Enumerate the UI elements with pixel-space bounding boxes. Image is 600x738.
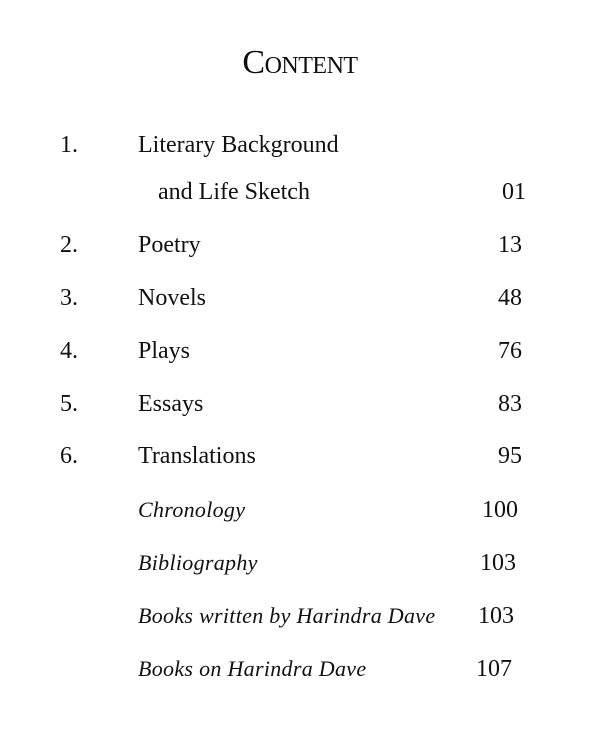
appendix-title: Books written by Harindra Dave (138, 603, 436, 628)
entry-title: Plays (138, 338, 191, 364)
appendix-page: 100 (482, 497, 518, 523)
entry-page: 76 (498, 338, 522, 364)
entry-number: 1. (60, 132, 78, 158)
entry-page: 83 (498, 391, 522, 417)
toc-entry-6 (0, 441, 600, 471)
entry-page: 95 (498, 443, 522, 469)
toc-appendix-books-on (0, 654, 600, 684)
entry-title: Poetry (138, 232, 201, 258)
entry-number: 2. (60, 232, 78, 258)
toc-appendix-chronology (0, 495, 600, 525)
entry-page: 48 (498, 285, 522, 311)
appendix-page: 103 (480, 550, 516, 576)
appendix-title: Chronology (138, 497, 246, 522)
toc-appendix-bibliography (0, 548, 600, 578)
entry-title: Literary Background (138, 132, 339, 158)
entry-title-continued: and Life Sketch (158, 179, 310, 205)
entry-title: Translations (138, 443, 256, 469)
toc-entry-4 (0, 336, 600, 366)
entry-page: 13 (498, 232, 522, 258)
appendix-title: Bibliography (138, 550, 258, 575)
entry-number: 4. (60, 338, 78, 364)
entry-number: 5. (60, 391, 78, 417)
entry-title: Novels (138, 285, 206, 311)
toc-entry-2 (0, 230, 600, 260)
entry-title: Essays (138, 391, 204, 417)
appendix-page: 103 (478, 603, 514, 629)
toc-appendix-books-written (0, 601, 600, 631)
toc-entry-5 (0, 389, 600, 419)
entry-page: 01 (502, 179, 526, 205)
appendix-title: Books on Harindra Dave (138, 656, 367, 681)
page-title: Content (242, 44, 358, 81)
toc-entry-3 (0, 283, 600, 313)
entry-number: 3. (60, 285, 78, 311)
appendix-page: 107 (476, 656, 512, 682)
toc-entry-1-continued (0, 177, 600, 207)
toc-entry-1 (0, 130, 600, 160)
entry-number: 6. (60, 443, 78, 469)
